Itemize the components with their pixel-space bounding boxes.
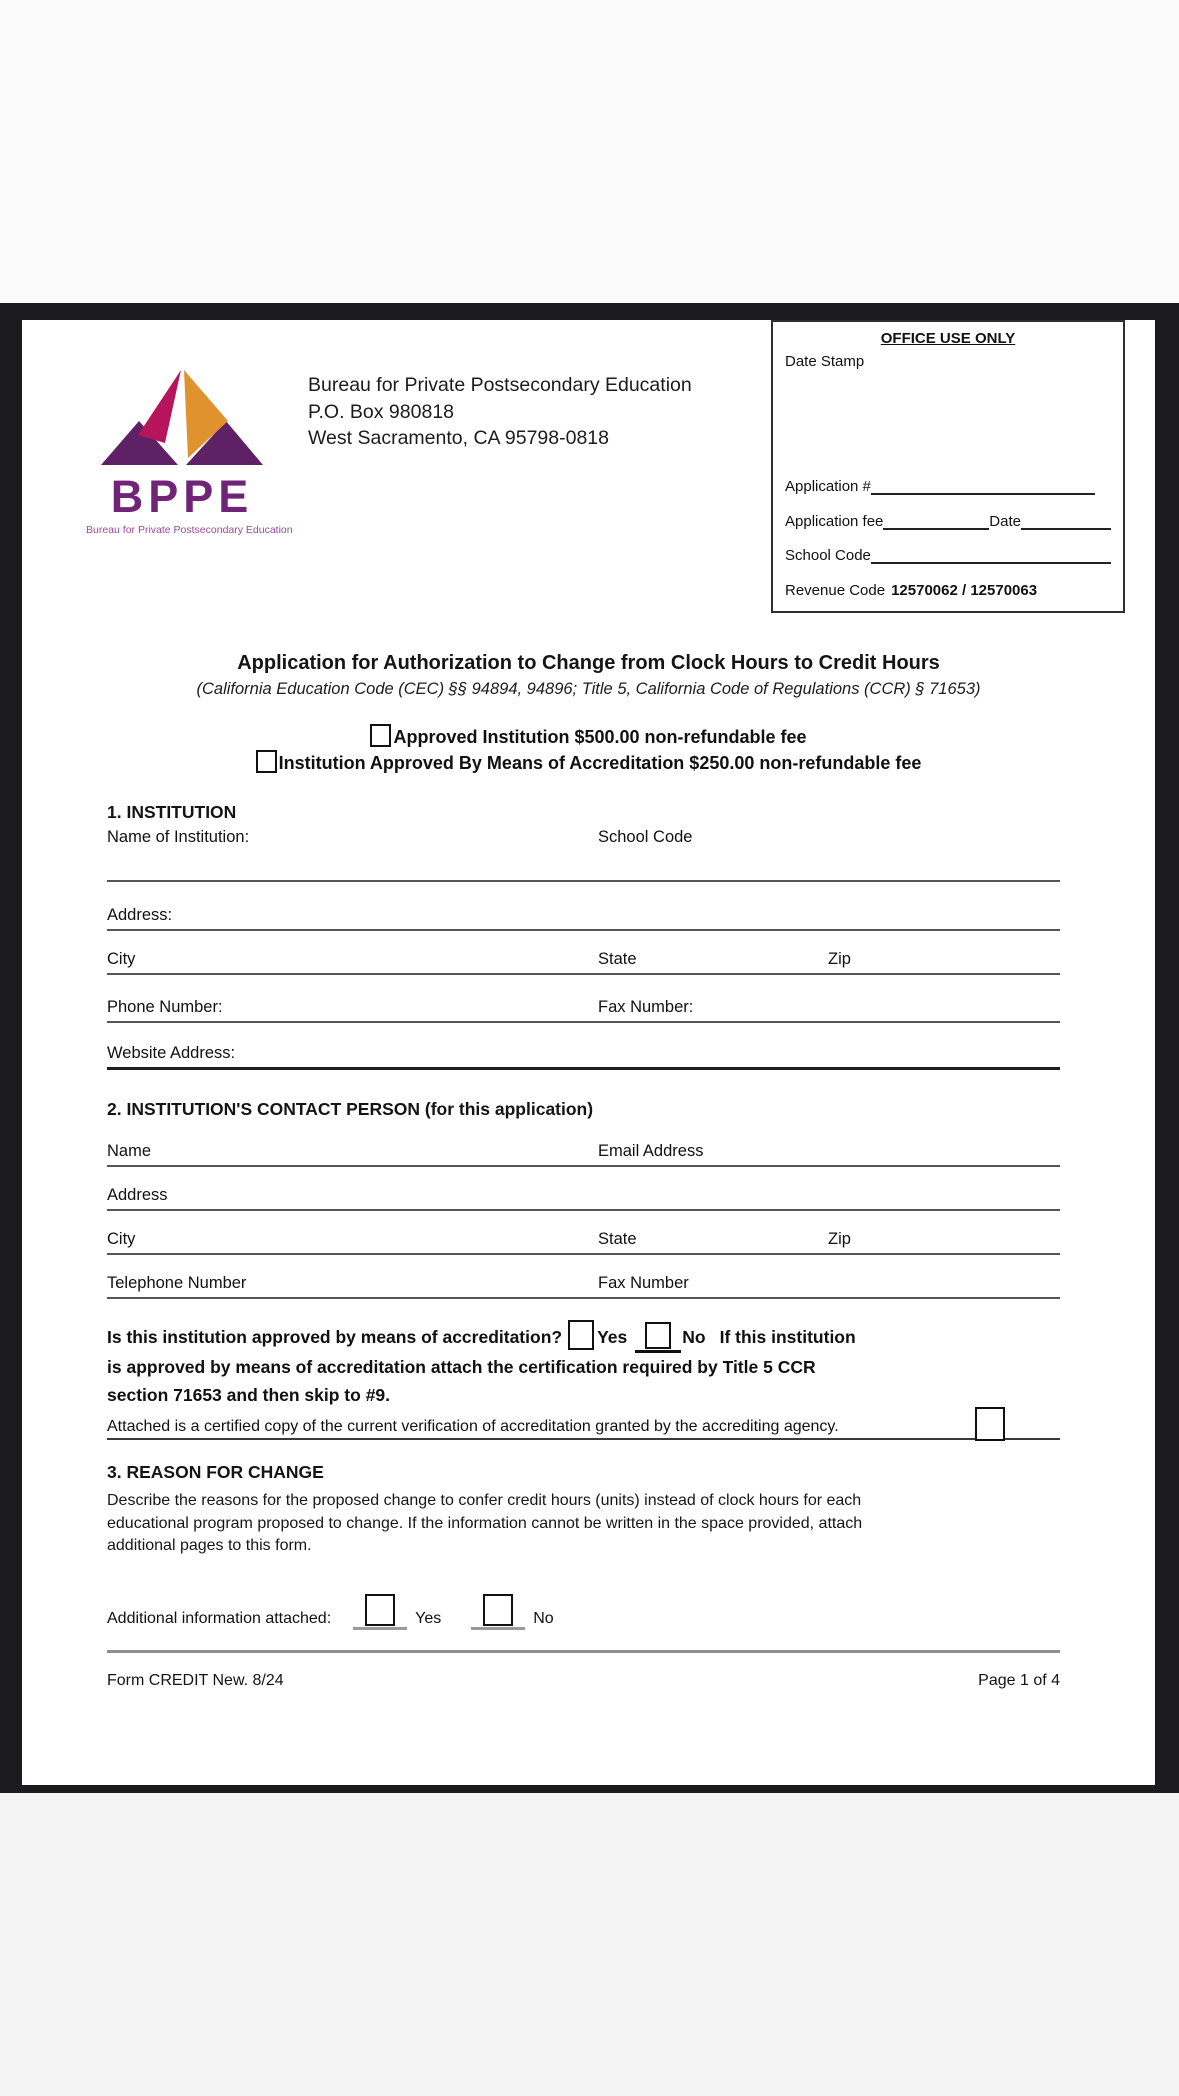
question-text: Is this institution approved by means of accreditation? xyxy=(107,1327,563,1347)
city-label: City xyxy=(107,950,136,968)
reason-line: additional pages to this form. xyxy=(107,1537,312,1554)
additional-no-label: No xyxy=(533,1610,554,1627)
logo-triangle-crimson xyxy=(138,370,181,443)
footer xyxy=(107,1672,1060,1690)
application-fee-row xyxy=(785,513,1111,530)
contact-name-email-row[interactable] xyxy=(107,1139,1060,1167)
additional-info-label: Additional information attached: xyxy=(107,1610,332,1627)
section3-heading: 3. REASON FOR CHANGE xyxy=(107,1462,324,1482)
school-code-label: School Code xyxy=(598,828,693,846)
viewer-bottom-margin xyxy=(0,1793,1179,2096)
address-label: Address: xyxy=(107,906,173,924)
zip-label: Zip xyxy=(828,950,851,968)
bppe-logo-caption: Bureau for Private Postsecondary Education xyxy=(86,524,293,536)
office-school-code-field[interactable] xyxy=(871,547,1111,564)
question-text: If this institution xyxy=(719,1327,856,1347)
revenue-code-values: 12570062 / 12570063 xyxy=(891,582,1038,599)
form-id: Form CREDIT New. 8/24 xyxy=(107,1672,284,1689)
additional-yes-checkbox[interactable] xyxy=(365,1594,395,1626)
date-stamp-label: Date Stamp xyxy=(785,353,865,370)
viewer-top-margin xyxy=(0,0,1179,304)
bppe-logo-acronym: BPPE xyxy=(110,471,254,522)
office-use-only-title: OFFICE USE ONLY xyxy=(880,330,1016,347)
institution-address-row[interactable] xyxy=(107,903,1060,931)
accreditation-yes-checkbox[interactable] xyxy=(568,1320,594,1350)
website-address-label: Website Address: xyxy=(107,1044,236,1062)
page-indicator: Page 1 of 4 xyxy=(978,1672,1060,1689)
additional-no-unit xyxy=(471,1594,525,1638)
institution-name-row[interactable] xyxy=(107,828,1060,882)
form-title: Application for Authorization to Change from Clock Hours to Credit Hours xyxy=(237,652,940,674)
fee-option-approved-institution xyxy=(22,724,1155,748)
additional-yes-unit xyxy=(353,1594,407,1638)
fee-option-label: Institution Approved By Means of Accreditation $250.00 non-refundable fee xyxy=(278,753,922,773)
org-line: P.O. Box 980818 xyxy=(308,400,455,423)
fee-option-accreditation xyxy=(22,750,1155,774)
additional-no-underline xyxy=(471,1627,525,1630)
institution-city-state-zip-row[interactable] xyxy=(107,947,1060,975)
contact-zip-label: Zip xyxy=(828,1230,851,1248)
org-line: West Sacramento, CA 95798-0818 xyxy=(308,427,609,449)
viewer-dark-frame xyxy=(0,303,1179,1793)
contact-address-label: Address xyxy=(107,1186,168,1204)
bureau-address xyxy=(308,372,692,452)
office-school-code-row xyxy=(785,547,1111,564)
institution-name-label: Name of Institution: xyxy=(107,828,250,846)
application-fee-field[interactable] xyxy=(883,513,989,530)
additional-yes-label: Yes xyxy=(415,1610,442,1627)
question-line-3: section 71653 and then skip to #9. xyxy=(107,1385,391,1405)
contact-address-row[interactable] xyxy=(107,1183,1060,1211)
fee-date-label: Date xyxy=(989,513,1021,530)
application-fee-label: Application fee xyxy=(785,513,884,530)
no-label: No xyxy=(682,1327,706,1347)
contact-state-label: State xyxy=(598,1230,637,1248)
form-page-1 xyxy=(22,320,1155,1785)
contact-phone-label: Telephone Number xyxy=(107,1274,247,1292)
office-school-code-label: School Code xyxy=(785,547,871,564)
org-line: Bureau for Private Postsecondary Education xyxy=(308,374,692,396)
revenue-code-row xyxy=(785,582,1111,599)
institution-phone-fax-row[interactable] xyxy=(107,995,1060,1023)
contact-city-label: City xyxy=(107,1230,136,1248)
question-line-1 xyxy=(107,1320,1097,1353)
additional-no-checkbox[interactable] xyxy=(483,1594,513,1626)
fax-number-label: Fax Number: xyxy=(598,998,694,1016)
reason-description xyxy=(107,1490,1067,1558)
attached-statement-row xyxy=(107,1408,1060,1440)
additional-yes-underline xyxy=(353,1627,407,1630)
contact-email-label: Email Address xyxy=(598,1142,704,1160)
application-number-row xyxy=(785,478,1111,495)
contact-city-state-zip-row[interactable] xyxy=(107,1227,1060,1255)
bppe-logo-triangles-icon xyxy=(101,370,263,465)
institution-website-row[interactable] xyxy=(107,1041,1060,1070)
fee-option-label: Approved Institution $500.00 non-refundable fee xyxy=(393,727,807,747)
contact-name-label: Name xyxy=(107,1142,152,1160)
fee-date-field[interactable] xyxy=(1021,513,1111,530)
revenue-code-label: Revenue Code xyxy=(785,582,886,599)
attached-checkbox[interactable] xyxy=(975,1407,1005,1441)
office-use-only-box xyxy=(771,320,1125,613)
application-number-field[interactable] xyxy=(871,478,1095,495)
application-number-label: Application # xyxy=(785,478,871,495)
form-subtitle: (California Education Code (CEC) §§ 94894, 94896; Title 5, California Code of Regulations (CCR) § 71653) xyxy=(196,680,981,698)
contact-phone-fax-row[interactable] xyxy=(107,1271,1060,1299)
accreditation-institution-checkbox[interactable] xyxy=(256,750,277,773)
section2-heading: 2. INSTITUTION'S CONTACT PERSON (for this application) xyxy=(107,1099,594,1119)
accreditation-question xyxy=(107,1320,1097,1409)
accreditation-no-checkbox[interactable] xyxy=(635,1322,681,1353)
yes-label: Yes xyxy=(597,1327,628,1347)
additional-info-row xyxy=(107,1592,554,1638)
reason-line: Describe the reasons for the proposed change to confer credit hours (units) instead of clock hours for each xyxy=(107,1492,862,1509)
reason-line: educational program proposed to change. If the information cannot be written in the space provided, attach xyxy=(107,1514,863,1532)
contact-fax-label: Fax Number xyxy=(598,1274,689,1292)
bppe-logo xyxy=(86,370,293,536)
question-line-2: is approved by means of accreditation attach the certification required by Title 5 CCR xyxy=(107,1357,816,1377)
state-label: State xyxy=(598,950,637,968)
approved-institution-checkbox[interactable] xyxy=(370,724,391,747)
phone-number-label: Phone Number: xyxy=(107,998,223,1016)
footer-divider xyxy=(107,1650,1060,1653)
section1-heading: 1. INSTITUTION xyxy=(107,802,237,822)
attached-statement-text: Attached is a certified copy of the current verification of accreditation granted by the accrediting agency. xyxy=(107,1418,839,1435)
